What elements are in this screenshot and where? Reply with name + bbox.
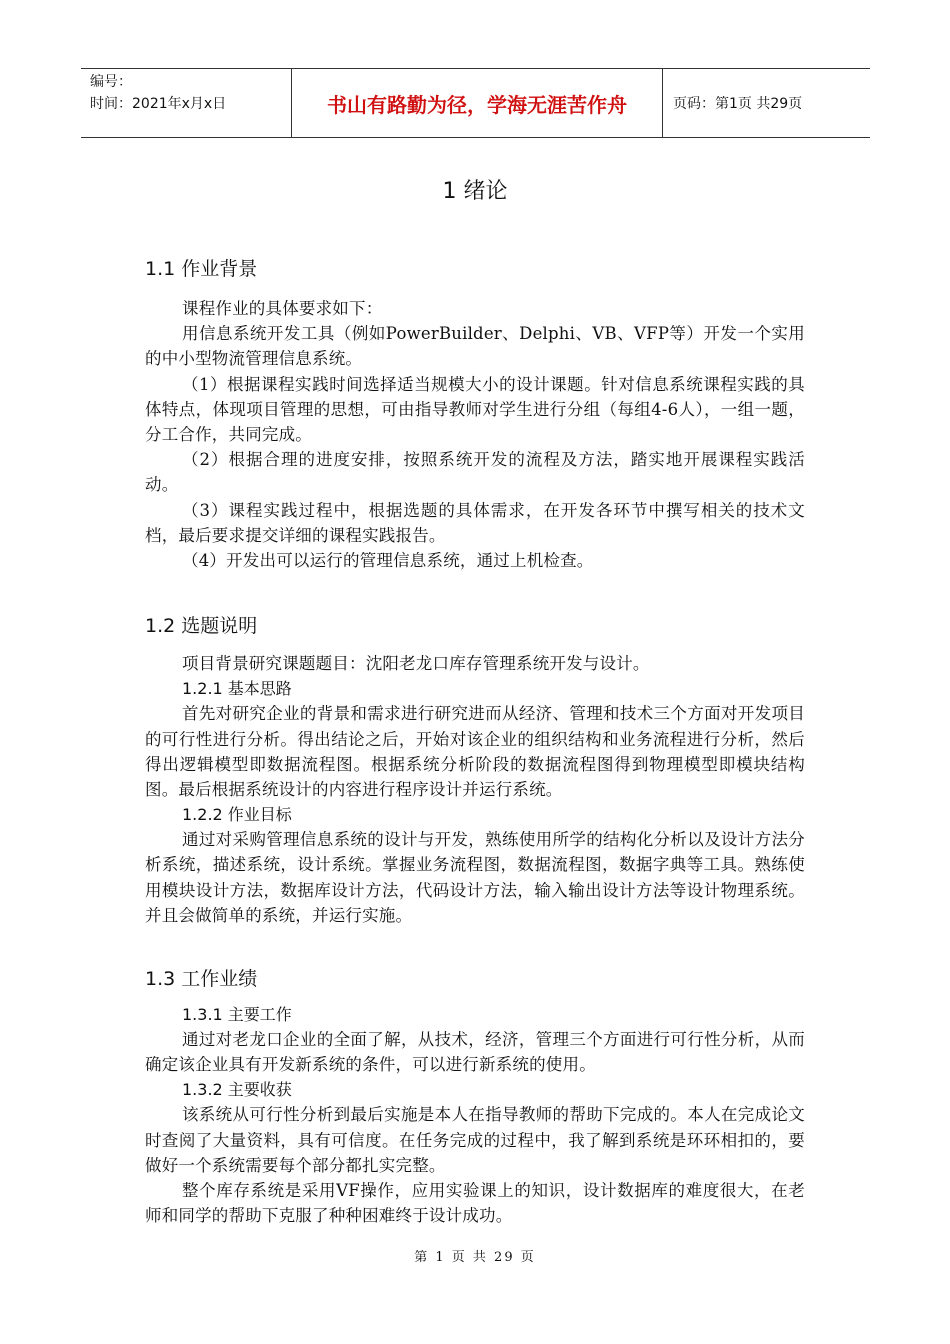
- subsection-title-1-3-1: 1.3.1 主要工作: [182, 1005, 292, 1025]
- paragraph: 通过对老龙口企业的全面了解，从技术，经济，管理三个方面进行可行性分析，从而确定该企业具有开发新系统的条件，可以进行新系统的使用。: [145, 1030, 805, 1075]
- subsection-title-1-2-1: 1.2.1 基本思路: [182, 679, 292, 699]
- page-header: [81, 68, 870, 138]
- paragraph: 用信息系统开发工具（例如PowerBuilder、Delphi、VB、VFP等）开发一个实用的中小型物流管理信息系统。: [145, 324, 805, 369]
- page-footer: 第 1 页 共 29 页: [414, 1250, 536, 1265]
- section-title-1-3: 1.3 工作业绩: [145, 968, 258, 991]
- section-title-1-1: 1.1 作业背景: [145, 258, 258, 280]
- paragraph: （2）根据合理的进度安排，按照系统开发的流程及方法，踏实地开展课程实践活动。: [145, 450, 805, 495]
- section-title-1-2: 1.2 选题说明: [145, 615, 258, 638]
- paragraph: 首先对研究企业的背景和需求进行研究进而从经济、管理和技术三个方面对开发项目的可行性进行分析。得出结论之后，开始对该企业的组织结构和业务流程进行分析，然后得出逻辑模型即数据流程图。根据系统分析阶段的数据流程图得到物理模型即模块结构图。最后根据系统设计的内容进行程序设计并运行系统。: [145, 704, 805, 800]
- header-motto: [292, 69, 663, 137]
- paragraph: 整个库存系统是采用VF操作，应用实验课上的知识，设计数据库的难度很大，在老师和同学的帮助下克服了种种困难终于设计成功。: [145, 1181, 805, 1226]
- chapter-title: 1 绪论: [442, 179, 508, 204]
- header-meta: [81, 69, 292, 137]
- subsection-title-1-3-2: 1.3.2 主要收获: [182, 1080, 292, 1100]
- page-info-text: 页码：第1页 共29页: [673, 96, 803, 112]
- time-label: 时间：2021年x月x日: [90, 96, 227, 112]
- document-body: [145, 160, 805, 1228]
- paragraph: 通过对采购管理信息系统的设计与开发，熟练使用所学的结构化分析以及设计方法分析系统，描述系统，设计系统。掌握业务流程图，数据流程图，数据字典等工具。熟练使用模块设计方法，数据库设计方法，代码设计方法，输入输出设计方法等设计物理系统。并且会做简单的系统，并运行实施。: [145, 830, 805, 925]
- header-page-info: [663, 69, 870, 137]
- paragraph: （1）根据课程实践时间选择适当规模大小的设计课题。针对信息系统课程实践的具体特点，体现项目管理的思想，可由指导教师对学生进行分组（每组4-6人），一组一题，分工合作，共同完成。: [145, 374, 805, 445]
- paragraph: （4）开发出可以运行的管理信息系统，通过上机检查。: [182, 551, 594, 571]
- paragraph: （3）课程实践过程中，根据选题的具体需求，在开发各环节中撰写相关的技术文档，最后要求提交详细的课程实践报告。: [145, 500, 805, 545]
- subsection-title-1-2-2: 1.2.2 作业目标: [182, 805, 292, 825]
- paragraph: 项目背景研究课题题目：沈阳老龙口库存管理系统开发与设计。: [182, 654, 650, 674]
- motto-text: 书山有路勤为径，学海无涯苦作舟: [327, 92, 627, 117]
- paragraph: 课程作业的具体要求如下：: [182, 299, 383, 318]
- paragraph: 该系统从可行性分析到最后实施是本人在指导教师的帮助下完成的。本人在完成论文时查阅了大量资料，具有可信度。在任务完成的过程中，我了解到系统是环环相扣的，要做好一个系统需要每个部分都扎实完整。: [145, 1105, 805, 1175]
- number-label: 编号：: [90, 74, 132, 90]
